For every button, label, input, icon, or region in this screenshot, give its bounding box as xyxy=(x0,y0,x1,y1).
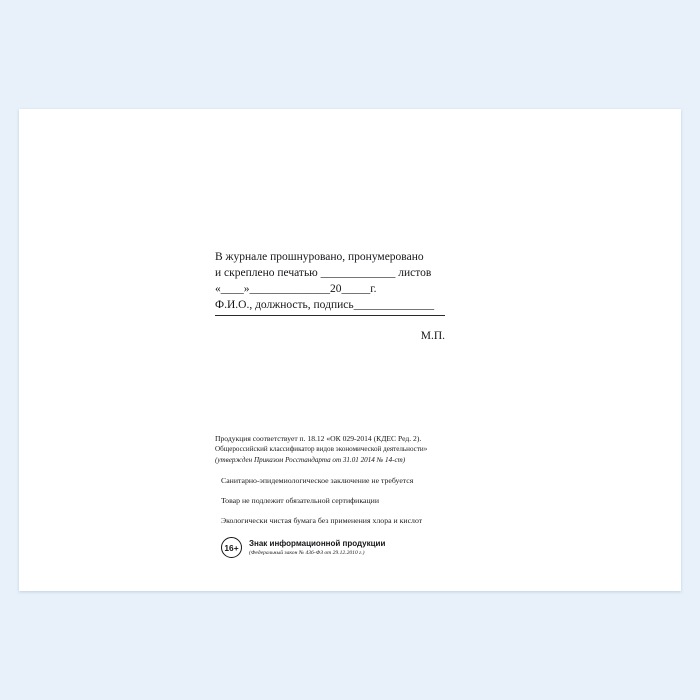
age-badge-row xyxy=(215,537,635,558)
certification-line-1: Продукция соответствует п. 18.12 «ОК 029-2014 (КДЕС Ред. 2). xyxy=(215,434,422,443)
seal-line-4: Ф.И.О., должность, подпись______________ xyxy=(215,299,435,311)
signature-rule xyxy=(215,314,445,316)
certification-note-1: Санитарно-эпидемиологическое заключение не требуется xyxy=(221,476,414,486)
certification-line-3: (утвержден Приказом Росстандарта от 31.01 2014 № 14-ст) xyxy=(215,455,406,464)
certification-block xyxy=(215,434,635,558)
age-badge-subtitle: (Федеральный закон № 436-ФЗ от 29.12.2010 г.) xyxy=(249,549,365,556)
document-page xyxy=(19,109,681,591)
certification-note-2: Товар не подлежит обязательной сертификации xyxy=(221,496,379,506)
age-badge-title: Знак информационной продукции xyxy=(249,538,386,548)
mp-stamp-label: М.П. xyxy=(420,330,445,342)
seal-statement-block xyxy=(215,249,635,342)
seal-line-2: и скреплено печатью _____________ листов xyxy=(215,267,432,279)
age-rating-icon: 16+ xyxy=(221,537,242,558)
seal-line-3: «____»______________20_____г. xyxy=(215,283,377,295)
age-badge-text xyxy=(249,539,385,557)
seal-statement-text xyxy=(215,249,635,316)
certification-line-2: Общероссийский классификатор видов экономической деятельности» xyxy=(215,445,428,454)
certification-note-3: Экологически чистая бумага без применения хлора и кислот xyxy=(221,516,423,526)
seal-line-1: В журнале прошнуровано, пронумеровано xyxy=(215,251,424,263)
certification-main xyxy=(215,434,635,465)
